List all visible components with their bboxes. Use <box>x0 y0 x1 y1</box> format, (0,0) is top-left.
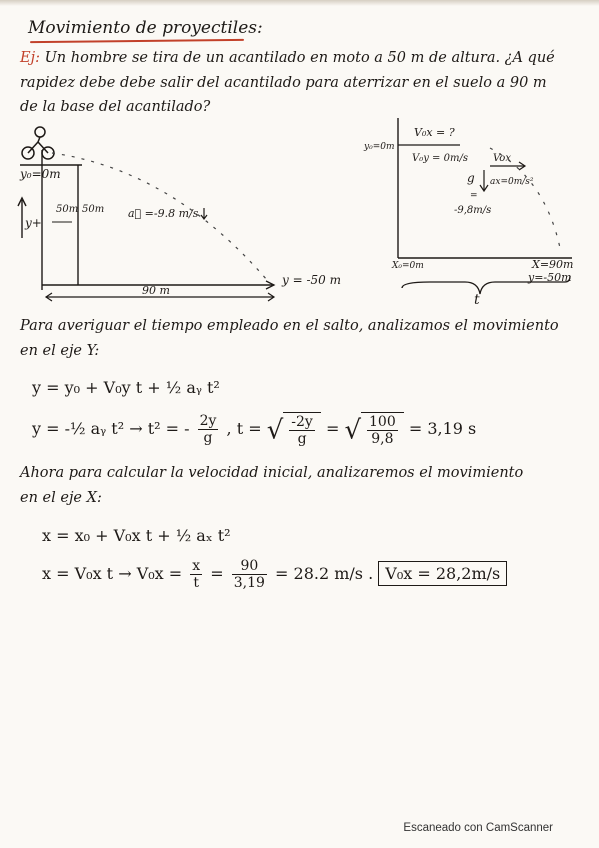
rider-icon <box>22 127 54 159</box>
analysis-x-line-2: en el eje X: <box>20 490 102 506</box>
fraction-den: g <box>297 431 307 447</box>
label-ax: ax=0m/s² <box>490 177 534 187</box>
fraction-den: g <box>203 430 213 446</box>
label-y-end: y = -50 m <box>282 273 341 287</box>
diagram-components <box>360 118 590 308</box>
eq-x-equals: = <box>210 564 229 583</box>
label-y0: y₀=0m <box>20 167 61 181</box>
diagram-cliff <box>12 120 357 305</box>
label-right-y-end: y=-50m <box>528 271 572 284</box>
page-top-edge <box>0 0 599 6</box>
eq-y-lhs: y = -½ aᵧ t² → t² = - <box>32 419 190 438</box>
label-g-val: -9,8m/s <box>454 205 492 216</box>
label-yplus: y+ <box>25 216 42 230</box>
label-height-a: 50m <box>56 204 79 215</box>
fraction-2y-g <box>198 413 219 446</box>
title-underline <box>30 39 244 43</box>
equation-x-solve <box>42 558 507 591</box>
label-eq: = <box>470 191 478 201</box>
eq-x-result: = 28.2 m/s . <box>275 564 374 583</box>
fraction-num: 2y <box>199 413 217 429</box>
fraction-num: x <box>192 558 201 574</box>
analysis-y-line-1: Para averiguar el tiempo empleado en el salto, analizamos el movimiento <box>20 318 559 334</box>
label-t: t <box>474 292 480 308</box>
problem-line-1 <box>20 50 555 66</box>
label-v0y: V₀y = 0m/s <box>412 153 468 164</box>
final-answer-box: V₀x = 28,2m/s <box>378 561 507 586</box>
fraction-den: 9,8 <box>371 431 394 447</box>
analysis-y-line-2: en el eje Y: <box>20 343 100 359</box>
sqrt-expression-1: √ $\frac{-2y}{g}$ <box>267 412 321 447</box>
sqrt-expression-2: √ $\frac{100}{9,8}$ <box>344 412 403 447</box>
analysis-x-line-1: Ahora para calcular la velocidad inicial, analizaremos el movimiento <box>20 465 524 481</box>
eq-y-result: = 3,19 s <box>408 419 477 438</box>
fraction-x-t <box>190 558 202 591</box>
equation-x-general: x = x₀ + V₀x t + ½ aₓ t² <box>42 526 231 545</box>
fraction-num: 90 <box>232 558 267 575</box>
fraction-num: -2y <box>291 414 313 430</box>
problem-line-2: rapidez debe debe salir del acantilado para aterrizar en el suelo a 90 m <box>20 75 547 91</box>
label-height-b: 50m <box>82 204 105 215</box>
label-width: 90 m <box>142 284 170 297</box>
label-x-end: X=90m <box>532 258 574 271</box>
fraction-den: t <box>193 575 200 591</box>
eq-x-lhs: x = V₀x t → V₀x = <box>42 564 188 583</box>
label-g: g <box>467 171 475 185</box>
page-title: Movimiento de proyectiles: <box>28 18 263 38</box>
eq-y-equals: = <box>325 419 345 438</box>
equation-y-solve <box>32 412 476 447</box>
problem-text-1: Un hombre se tira de un acantilado en moto a 50 m de altura. ¿A qué <box>44 50 555 66</box>
problem-line-3: de la base del acantilado? <box>20 99 211 115</box>
equation-y-general: y = y₀ + V₀y t + ½ aᵧ t² <box>32 378 220 397</box>
label-vox: Vox <box>493 153 511 164</box>
label-right-y0: y₀=0m <box>364 142 395 152</box>
label-acceleration: a⃗ =-9.8 m/s <box>128 207 199 220</box>
label-v0x: V₀x = ? <box>414 126 455 139</box>
fraction-num: 100 <box>369 414 396 430</box>
scanner-watermark: Escaneado con CamScanner <box>403 822 553 834</box>
exercise-label: Ej: <box>20 50 40 66</box>
label-x0: X₀=0m <box>392 261 424 271</box>
fraction-den: 3,19 <box>233 575 265 591</box>
fraction-90-319 <box>232 558 267 591</box>
eq-y-mid: , t = <box>226 419 267 438</box>
